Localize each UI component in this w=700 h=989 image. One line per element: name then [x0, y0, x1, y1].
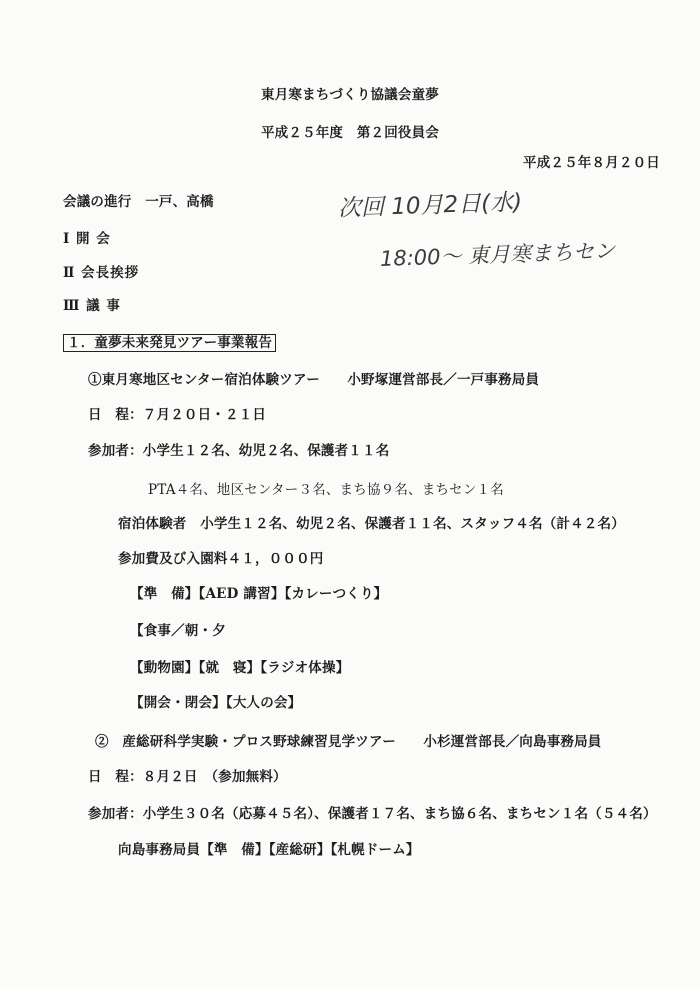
tour1-title: ①東月寒地区センター宿泊体験ツアー 小野塚運営部長／一戸事務局員	[88, 372, 540, 388]
tour1-participants-extra: PTA４名、地区センター３名、まち協９名、まちセン１名	[148, 482, 504, 498]
tour1-participants: 参加者：小学生１２名、幼児２名、保護者１１名	[88, 443, 390, 459]
tour2-staff: 向島事務局員【準 備】【産総研】【札幌ドーム】	[118, 842, 420, 858]
agenda-chair: 会議の進行 一戸、高橋	[63, 194, 214, 210]
agenda-item-proceedings: Ⅲ 議 事	[63, 298, 121, 314]
tour2-title: ② 産総研科学実験・プロス野球練習見学ツアー 小杉運営部長／向島事務局員	[95, 734, 602, 750]
tour1-schedule: 日 程：７月２０日・２１日	[88, 407, 267, 423]
meeting-subtitle: 平成２５年度 第２回役員会	[260, 125, 440, 141]
section-heading: １．童夢未来発見ツアー事業報告	[63, 334, 276, 352]
tour1-activity-row: 【開会・閉会】【大人の会】	[130, 695, 302, 711]
document-title: 東月寒まちづくり協議会童夢	[261, 87, 439, 103]
tour1-overnight: 宿泊体験者 小学生１２名、幼児２名、保護者１１名、スタッフ４名（計４２名）	[118, 516, 625, 532]
agenda-item-opening: Ⅰ 開 会	[63, 231, 111, 247]
tour1-fee: 参加費及び入園料４１，０００円	[118, 551, 324, 567]
tour1-activity-row: 【準 備】【AED 講習】【カレーつくり】	[130, 586, 388, 602]
handwritten-note-line1: 次回 10月2日(水)	[337, 189, 523, 222]
tour1-activity-row: 【動物園】【就 寝】【ラジオ体操】	[130, 660, 350, 676]
agenda-item-greeting: Ⅱ 会長挨拶	[63, 265, 140, 281]
tour1-activity-row: 【食事／朝・夕	[130, 623, 226, 639]
tour2-schedule: 日 程：８月２日 （参加無料）	[88, 769, 287, 785]
handwritten-note-line2: 18:00～ 東月寒まちセン	[379, 238, 616, 271]
tour2-participants: 参加者：小学生３０名（応募４５名）、保護者１７名、まち協６名、まちセン１名（５４名）	[88, 806, 657, 822]
meeting-date: 平成２５年８月２０日	[523, 155, 660, 171]
